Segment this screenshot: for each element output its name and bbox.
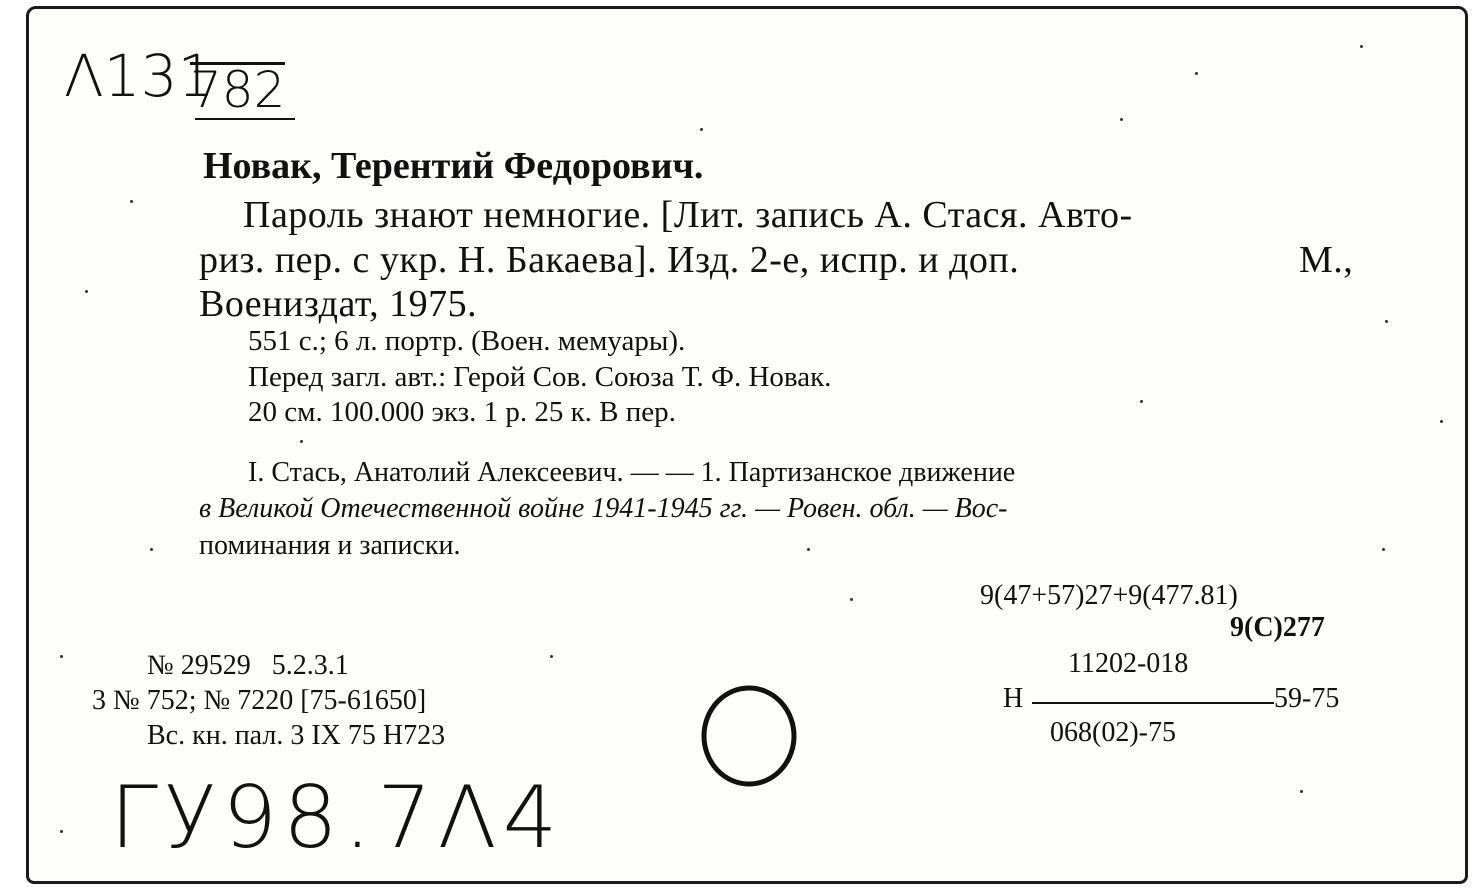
speck bbox=[85, 290, 88, 293]
registry-line-2: 3 № 752; № 7220 [75-61650] bbox=[92, 685, 427, 716]
punch-hole-circle bbox=[700, 685, 800, 790]
speck bbox=[1360, 45, 1363, 48]
author-heading: Новак, Терентий Федорович. bbox=[203, 145, 704, 187]
price-code-denominator: 068(02)-75 bbox=[1050, 717, 1176, 748]
call-number-suffix-text: 782 bbox=[190, 61, 286, 119]
speck bbox=[1440, 420, 1443, 423]
classification-line-1: 9(47+57)27+9(477.81) bbox=[980, 580, 1238, 611]
registry-line-3: Вс. кн. пал. 3 IX 75 Н723 bbox=[147, 720, 446, 751]
speck bbox=[1120, 118, 1123, 121]
speck bbox=[1385, 320, 1388, 323]
handwritten-shelf-mark: ГУ98.7Λ4 bbox=[110, 768, 564, 868]
speck bbox=[550, 655, 553, 658]
tracing-line-2: в Великой Отечественной войне 1941-1945 гг. — Ровен. обл. — Вос- bbox=[199, 493, 1008, 524]
classification-line-2: 9(С)277 bbox=[1230, 612, 1325, 643]
speck bbox=[60, 830, 63, 833]
speck bbox=[850, 598, 853, 601]
speck bbox=[60, 655, 63, 658]
speck bbox=[1140, 400, 1143, 403]
speck bbox=[1382, 548, 1385, 551]
call-number-prefix: Λ131 bbox=[64, 42, 215, 110]
collation-line-3: 20 см. 100.000 экз. 1 р. 25 к. В пер. bbox=[248, 396, 676, 428]
call-number-suffix bbox=[190, 61, 286, 119]
speck bbox=[807, 548, 810, 551]
title-line-2: риз. пер. с укр. Н. Бакаева]. Изд. 2-е, испр. и доп. bbox=[199, 239, 1020, 281]
speck bbox=[130, 200, 133, 203]
title-line-3: Воениздат, 1975. bbox=[199, 283, 478, 325]
price-code-rule bbox=[1032, 702, 1274, 704]
call-number-underline bbox=[195, 118, 295, 120]
price-code-prefix: Н bbox=[1003, 683, 1024, 714]
speck bbox=[1300, 790, 1303, 793]
speck bbox=[700, 128, 703, 131]
speck bbox=[150, 548, 153, 551]
title-line-1: Пароль знают немногие. [Лит. запись А. Стася. Авто- bbox=[243, 194, 1133, 236]
collation-line-2: Перед загл. авт.: Герой Сов. Союза Т. Ф. Новак. bbox=[248, 361, 832, 393]
registry-line-1: № 29529 5.2.3.1 bbox=[147, 650, 349, 681]
price-code-numerator: 11202-018 bbox=[1068, 648, 1189, 679]
tracing-line-1: I. Стась, Анатолий Алексеевич. — — 1. Партизанское движение bbox=[248, 457, 1016, 488]
tracing-line-3: поминания и записки. bbox=[199, 530, 461, 561]
speck bbox=[1195, 72, 1198, 75]
price-code-suffix: 59-75 bbox=[1274, 683, 1340, 714]
collation-line-1: 551 с.; 6 л. портр. (Воен. мемуары). bbox=[248, 325, 686, 357]
speck bbox=[300, 440, 303, 443]
place-of-publication: М., bbox=[1299, 239, 1354, 281]
